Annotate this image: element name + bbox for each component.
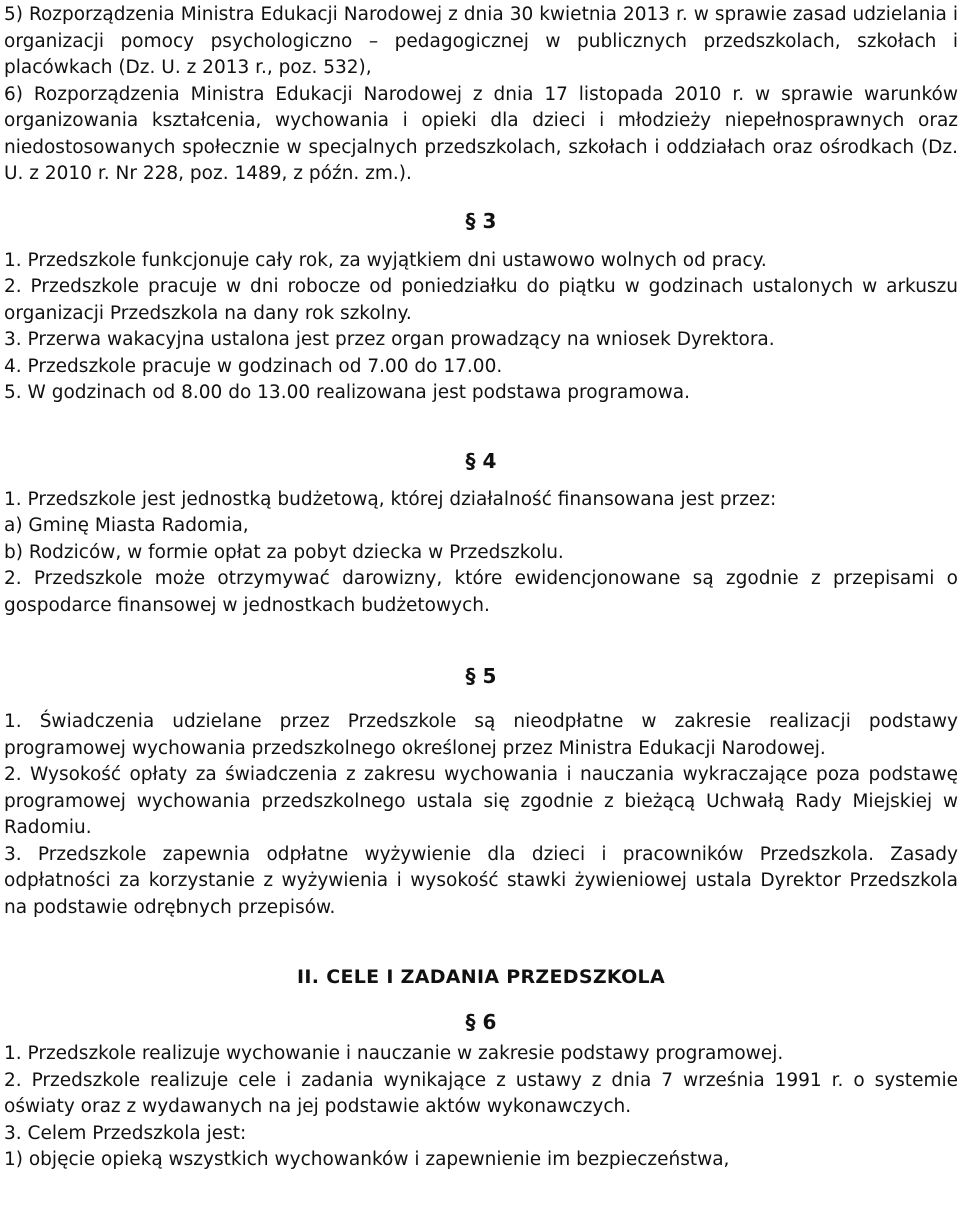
s5-item-1: 1. Świadczenia udzielane przez Przedszkole są nieodpłatne w zakresie realizacji podstawy programowej wychowania przedszkolnego określonej przez Ministra Edukacji Narodowej. <box>4 711 958 759</box>
s4-item-1b: b) Rodziców, w formie opłat za pobyt dziecka w Przedszkolu. <box>4 541 564 563</box>
s6-item-1: 1. Przedszkole realizuje wychowanie i nauczanie w zakresie podstawy programowej. <box>4 1043 784 1064</box>
document-page <box>4 0 958 1174</box>
s4-item-1: 1. Przedszkole jest jednostką budżetową, której działalność finansowana jest przez: <box>4 488 777 510</box>
s6-item-2: 2. Przedszkole realizuje cele i zadania wynikające z ustawy z dnia 7 września 1991 r. o systemie oświaty oraz z wydawanych na jej podstawie aktów wykonawczych. <box>4 1069 958 1117</box>
section-heading-5: § 5 <box>465 664 497 688</box>
s3-item-2: 2. Przedszkole pracuje w dni robocze od poniedziałku do piątku w godzinach ustalonych w arkuszu organizacji Przedszkola na dany rok szkolny. <box>4 276 958 324</box>
s5-item-3: 3. Przedszkole zapewnia odpłatne wyżywienie dla dzieci i pracowników Przedszkola. Zasady odpłatności za korzystanie z wyżywienia i wysokość stawki żywieniowej ustala Dyrektor Przedszkola na podstawie odrębnych przepisów. <box>4 843 958 918</box>
s3-item-3: 3. Przerwa wakacyjna ustalona jest przez organ prowadzący na wniosek Dyrektora. <box>4 329 775 350</box>
s6-item-3: 3. Celem Przedszkola jest: <box>4 1122 247 1144</box>
section-heading-4: § 4 <box>465 448 497 473</box>
s4-item-2: 2. Przedszkole może otrzymywać darowizny, które ewidencjonowane są zgodnie z przepisami o gospodarce finansowej w jednostkach budżetowych. <box>4 568 958 616</box>
s6-item-3-1: 1) objęcie opieką wszystkich wychowanków i zapewnienie im bezpieczeństwa, <box>4 1149 730 1170</box>
section-heading-3: § 3 <box>465 208 497 233</box>
section-heading-6: § 6 <box>465 1010 497 1034</box>
s4-item-1a: a) Gminę Miasta Radomia, <box>4 515 249 536</box>
s3-item-5: 5. W godzinach od 8.00 do 13.00 realizowana jest podstawa programowa. <box>4 382 690 403</box>
preamble-item-5: 5) Rozporządzenia Ministra Edukacji Narodowej z dnia 30 kwietnia 2013 r. w sprawie zasad udzielania i organizacji pomocy psychologiczno – pedagogicznej w publicznych przedszkolach, szkołach i placówkach (Dz. U. z 2013 r., poz. 532), <box>4 4 958 78</box>
chapter-title: II. CELE I ZADANIA PRZEDSZKOLA <box>297 966 665 988</box>
preamble-item-6: 6) Rozporządzenia Ministra Edukacji Narodowej z dnia 17 listopada 2010 r. w sprawie warunków organizowania kształcenia, wychowania i opieki dla dzieci i młodzieży niepełnosprawnych oraz niedostosowanych społecznie w specjalnych przedszkolach, szkołach i oddziałach oraz ośrodkach (Dz. U. z 2010 r. Nr 228, poz. 1489, z późn. zm.). <box>4 83 958 184</box>
s3-item-1: 1. Przedszkole funkcjonuje cały rok, za wyjątkiem dni ustawowo wolnych od pracy. <box>4 249 767 271</box>
s5-item-2: 2. Wysokość opłaty za świadczenia z zakresu wychowania i nauczania wykraczające poza podstawę programowej wychowania przedszkolnego ustala się zgodnie z bieżącą Uchwałą Rady Miejskiej w Radomiu. <box>4 764 958 838</box>
s3-item-4: 4. Przedszkole pracuje w godzinach od 7.00 do 17.00. <box>4 355 503 377</box>
